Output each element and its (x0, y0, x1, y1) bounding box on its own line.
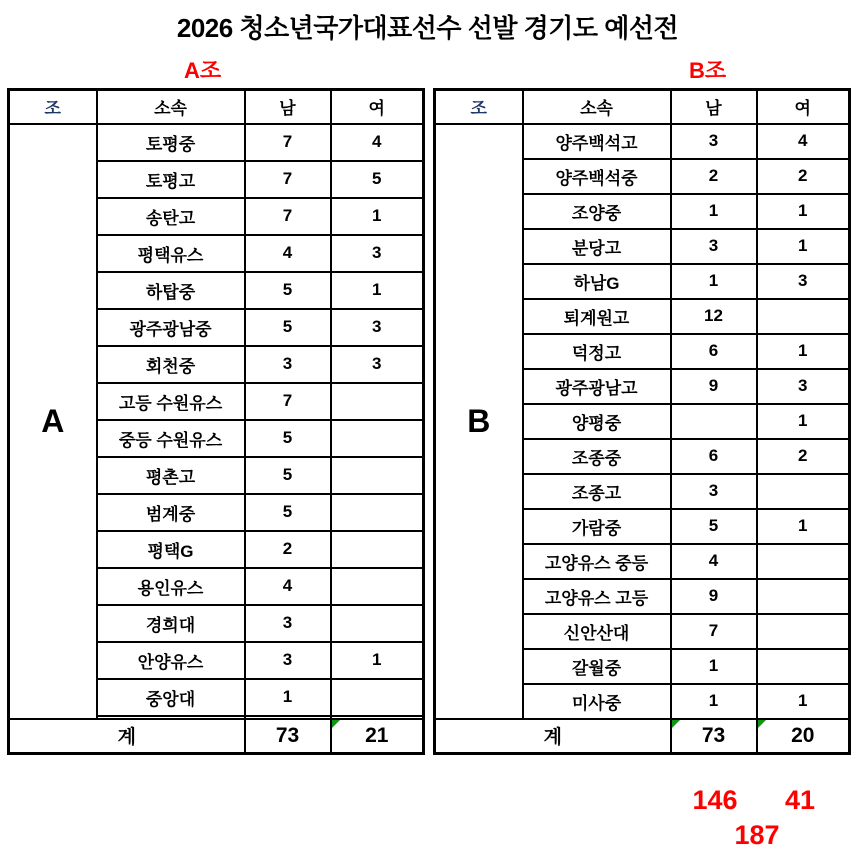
team-cell: 양주백석중 (523, 159, 671, 194)
team-cell: 미사중 (523, 684, 671, 719)
cell-corner-marker-icon (332, 720, 340, 728)
female-count-cell: 3 (331, 309, 424, 346)
female-count-cell: 1 (757, 684, 850, 719)
team-cell: 갈월중 (523, 649, 671, 684)
team-cell: 조종고 (523, 474, 671, 509)
total-male-value: 73 (275, 723, 300, 747)
female-count-cell (331, 531, 424, 568)
male-count-cell: 4 (671, 544, 757, 579)
column-header-male: 남 (245, 90, 331, 124)
female-count-cell: 3 (331, 235, 424, 272)
male-count-cell: 5 (245, 420, 331, 457)
total-female-cell (331, 719, 424, 754)
male-count-cell: 5 (245, 494, 331, 531)
column-header-female: 여 (331, 90, 424, 124)
group-letter-cell: A (9, 124, 97, 719)
male-count-cell (671, 404, 757, 439)
page-title: 2026 청소년국가대표선수 선발 경기도 예선전 (176, 13, 679, 43)
team-cell: 광주광남중 (97, 309, 245, 346)
team-cell: 조종중 (523, 439, 671, 474)
female-count-cell: 1 (757, 404, 850, 439)
male-count-cell: 3 (671, 474, 757, 509)
male-count-cell: 4 (245, 235, 331, 272)
female-count-cell (757, 649, 850, 684)
female-count-cell: 2 (757, 439, 850, 474)
team-cell: 신안산대 (523, 614, 671, 649)
team-cell: 양주백석고 (523, 124, 671, 159)
group-a-rows (9, 124, 424, 719)
header-row (9, 90, 424, 124)
cell-corner-marker-icon (672, 720, 680, 728)
header-row (435, 90, 850, 124)
female-count-cell (331, 420, 424, 457)
team-cell: 안양유스 (97, 642, 245, 679)
male-count-cell: 3 (245, 642, 331, 679)
male-count-cell: 7 (671, 614, 757, 649)
female-count-cell (331, 494, 424, 531)
team-cell: 가람중 (523, 509, 671, 544)
total-label: 계 (435, 719, 671, 754)
total-male-cell (245, 719, 331, 754)
male-count-cell: 3 (245, 346, 331, 383)
female-count-cell: 1 (757, 194, 850, 229)
female-count-cell (331, 605, 424, 642)
group-a-label: A조 (184, 58, 222, 83)
team-cell: 범계중 (97, 494, 245, 531)
male-count-cell: 6 (671, 439, 757, 474)
total-label: 계 (9, 719, 245, 754)
male-count-cell: 6 (671, 334, 757, 369)
team-cell: 용인유스 (97, 568, 245, 605)
group-b-table (433, 88, 851, 755)
male-count-cell: 2 (245, 531, 331, 568)
male-count-cell: 3 (245, 605, 331, 642)
group-a-table (7, 88, 425, 755)
male-count-cell: 1 (671, 194, 757, 229)
team-cell: 토평고 (97, 161, 245, 198)
team-cell: 덕정고 (523, 334, 671, 369)
female-count-cell: 1 (331, 198, 424, 235)
female-count-cell: 4 (757, 124, 850, 159)
male-count-cell: 1 (245, 679, 331, 716)
team-cell: 분당고 (523, 229, 671, 264)
total-row (435, 719, 850, 754)
female-count-cell (331, 457, 424, 494)
team-cell: 송탄고 (97, 198, 245, 235)
female-count-cell: 1 (757, 229, 850, 264)
group-b-label: B조 (689, 58, 727, 83)
female-count-cell (757, 544, 850, 579)
male-count-cell: 5 (245, 457, 331, 494)
column-header-group: 조 (435, 90, 523, 124)
total-male-cell (671, 719, 757, 754)
female-count-cell: 5 (331, 161, 424, 198)
female-count-cell: 3 (331, 346, 424, 383)
female-count-cell: 1 (331, 272, 424, 309)
group-b-rows (435, 124, 850, 719)
female-count-cell (331, 383, 424, 420)
total-male-value: 73 (701, 723, 726, 747)
total-row (9, 719, 424, 754)
team-cell: 퇴계원고 (523, 299, 671, 334)
total-female-cell (757, 719, 850, 754)
team-cell: 광주광남고 (523, 369, 671, 404)
female-count-cell (757, 474, 850, 509)
team-cell: 하남G (523, 264, 671, 299)
male-count-cell: 9 (671, 579, 757, 614)
team-cell: 조양중 (523, 194, 671, 229)
female-count-cell: 1 (757, 509, 850, 544)
male-count-cell: 7 (245, 198, 331, 235)
male-count-cell: 3 (671, 124, 757, 159)
female-count-cell: 3 (757, 369, 850, 404)
team-cell: 하탑중 (97, 272, 245, 309)
team-cell: 중등 수원유스 (97, 420, 245, 457)
team-cell: 평촌고 (97, 457, 245, 494)
cell-corner-marker-icon (758, 720, 766, 728)
female-count-cell (331, 568, 424, 605)
team-cell: 평택G (97, 531, 245, 568)
team-cell: 회천중 (97, 346, 245, 383)
team-cell: 고양유스 중등 (523, 544, 671, 579)
female-count-cell: 4 (331, 124, 424, 161)
male-count-cell: 4 (245, 568, 331, 605)
team-cell: 경희대 (97, 605, 245, 642)
column-header-male: 남 (671, 90, 757, 124)
male-count-cell: 7 (245, 161, 331, 198)
column-header-affiliation: 소속 (97, 90, 245, 124)
male-count-cell: 9 (671, 369, 757, 404)
total-female-value: 20 (791, 723, 815, 747)
male-count-cell: 7 (245, 383, 331, 420)
team-cell: 고등 수원유스 (97, 383, 245, 420)
male-count-cell: 1 (671, 684, 757, 719)
male-count-cell: 7 (245, 124, 331, 161)
grand-total-male: 146 (692, 785, 738, 815)
grand-total-overall: 187 (734, 820, 780, 850)
team-cell: 토평중 (97, 124, 245, 161)
male-count-cell: 5 (245, 309, 331, 346)
male-count-cell: 1 (671, 264, 757, 299)
male-count-cell: 1 (671, 649, 757, 684)
female-count-cell: 1 (757, 334, 850, 369)
team-cell: 평택유스 (97, 235, 245, 272)
male-count-cell: 2 (671, 159, 757, 194)
team-cell: 양평중 (523, 404, 671, 439)
team-row (435, 124, 850, 159)
total-female-value: 21 (365, 723, 389, 747)
male-count-cell: 5 (245, 272, 331, 309)
female-count-cell: 2 (757, 159, 850, 194)
team-cell: 중앙대 (97, 679, 245, 716)
female-count-cell (331, 679, 424, 716)
column-header-affiliation: 소속 (523, 90, 671, 124)
team-row (9, 124, 424, 161)
female-count-cell (757, 614, 850, 649)
grand-total-female: 41 (784, 785, 816, 815)
column-header-female: 여 (757, 90, 850, 124)
female-count-cell (757, 579, 850, 614)
group-letter-cell: B (435, 124, 523, 719)
male-count-cell: 5 (671, 509, 757, 544)
male-count-cell: 12 (671, 299, 757, 334)
female-count-cell: 1 (331, 642, 424, 679)
team-cell: 고양유스 고등 (523, 579, 671, 614)
female-count-cell: 3 (757, 264, 850, 299)
male-count-cell: 3 (671, 229, 757, 264)
column-header-group: 조 (9, 90, 97, 124)
female-count-cell (757, 299, 850, 334)
